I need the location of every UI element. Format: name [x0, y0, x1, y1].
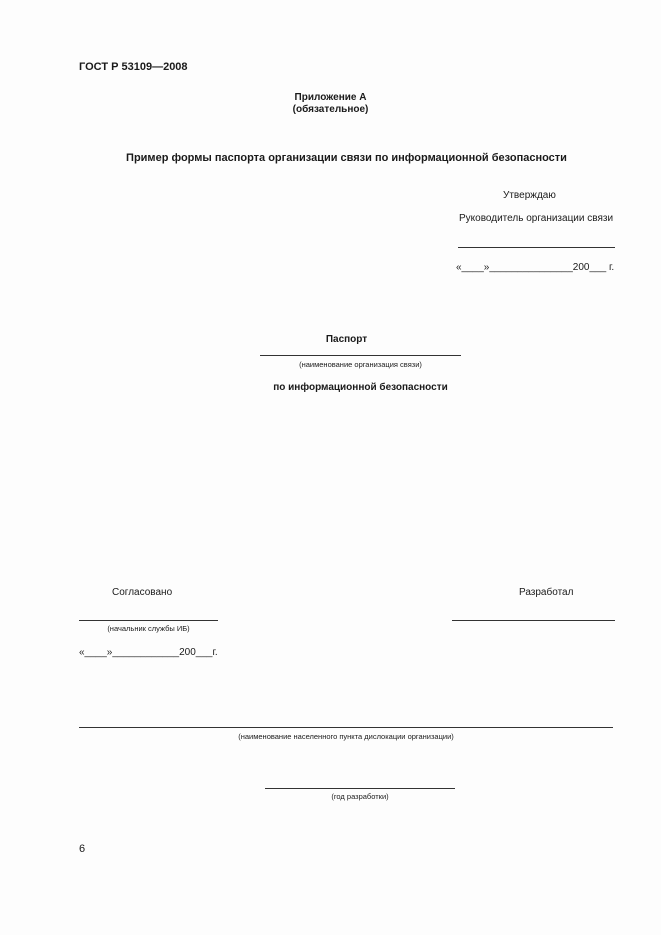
- approval-role: Руководитель организации связи: [459, 213, 614, 224]
- year-caption: (год разработки): [331, 792, 389, 801]
- org-name-caption: (наименование организация связи): [299, 360, 422, 369]
- standard-header: ГОСТ Р 53109—2008: [79, 61, 188, 73]
- annex-title: Приложение А: [294, 92, 367, 103]
- org-name-line: [260, 355, 461, 356]
- location-caption: (наименование населенного пункта дислокации организации): [238, 732, 454, 741]
- approval-label: Утверждаю: [503, 190, 556, 201]
- page-number: 6: [79, 843, 86, 855]
- year-line: [265, 788, 455, 789]
- agreed-date-line: «____»____________200___г.: [79, 647, 218, 658]
- developed-label: Разработал: [519, 587, 574, 598]
- developed-signature-line: [452, 620, 615, 621]
- agreed-signature-line: [79, 620, 218, 621]
- approval-date-line: «____»_______________200___ г.: [456, 262, 615, 273]
- document-title: Пример формы паспорта организации связи по информационной безопасности: [126, 152, 567, 164]
- agreed-label: Согласовано: [112, 587, 173, 598]
- location-line: [79, 727, 613, 728]
- passport-subject: по информационной безопасности: [273, 382, 448, 393]
- passport-title: Паспорт: [325, 334, 368, 345]
- agreed-caption: (начальник службы ИБ): [107, 624, 190, 633]
- annex-status: (обязательное): [292, 104, 369, 115]
- approval-signature-line: [458, 247, 615, 248]
